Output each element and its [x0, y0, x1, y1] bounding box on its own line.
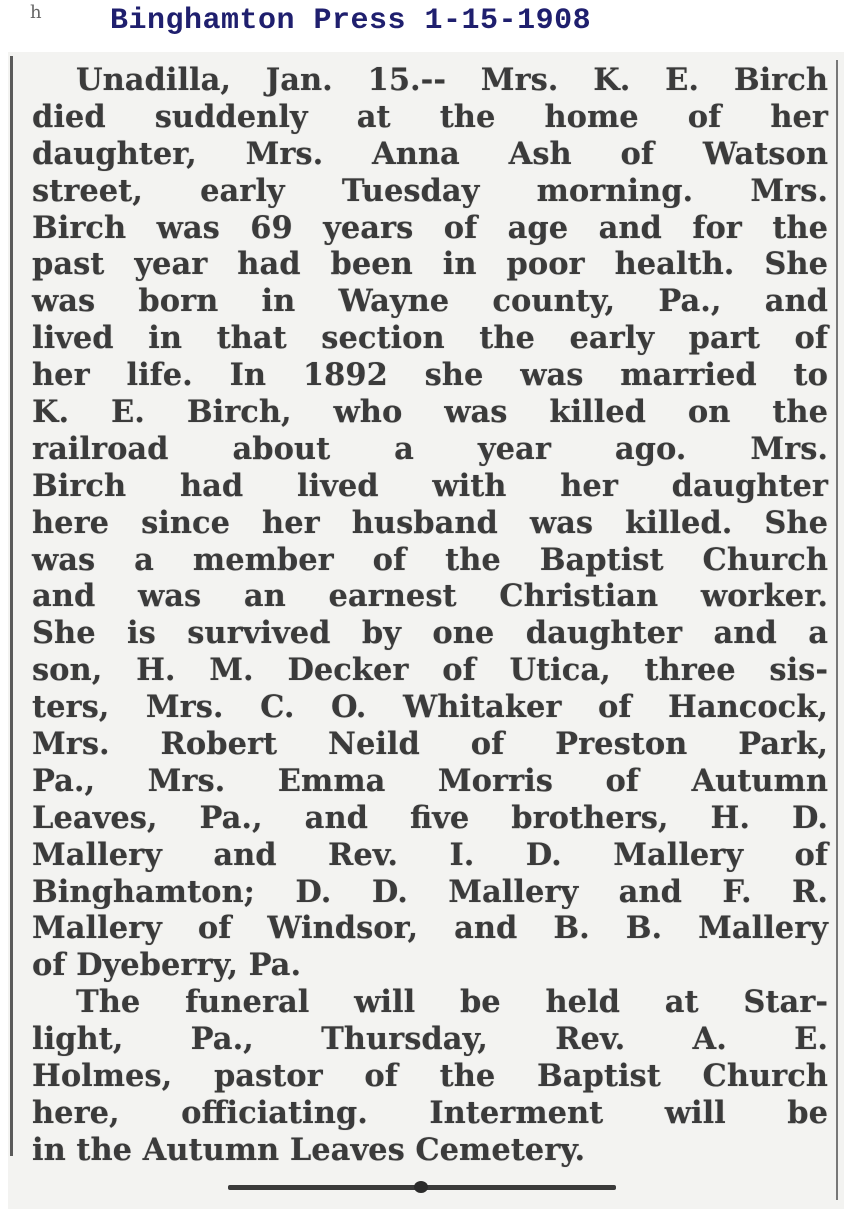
- article-line: railroad about a year ago. Mrs.: [32, 430, 828, 467]
- header-bar: [0, 0, 852, 52]
- column-rule-left: [10, 56, 13, 1156]
- page-title: Binghamton Press 1-15-1908: [110, 4, 592, 38]
- article-line: street, early Tuesday morning. Mrs.: [32, 172, 828, 209]
- article-line: The funeral will be held at Star-: [76, 984, 828, 1021]
- article-line: here, officiating. Interment will be: [32, 1094, 828, 1131]
- article-line: ters, Mrs. C. O. Whitaker of Hancock,: [32, 689, 828, 726]
- article-line: daughter, Mrs. Anna Ash of Watson: [32, 135, 828, 172]
- article-line: Binghamton; D. D. Mallery and F. R.: [32, 873, 828, 910]
- article-line: was born in Wayne county, Pa., and: [32, 283, 828, 320]
- article-line: died suddenly at the home of her: [32, 98, 828, 135]
- article-line: Unadilla, Jan. 15.-- Mrs. K. E. Birch: [76, 62, 828, 98]
- article-body: [32, 62, 828, 1169]
- article-line: her life. In 1892 she was married to: [32, 357, 828, 394]
- article-line: lived in that section the early part of: [32, 320, 828, 357]
- article-line: She is survived by one daughter and a: [32, 615, 828, 652]
- paragraph-2: [32, 984, 828, 1168]
- article-line: Pa., Mrs. Emma Morris of Autumn: [32, 762, 828, 799]
- article-line: here since her husband was killed. She: [32, 504, 828, 541]
- article-line: was a member of the Baptist Church: [32, 541, 828, 578]
- column-rule-right: [836, 60, 838, 1200]
- article-line: Birch was 69 years of age and for the: [32, 209, 828, 246]
- article-line: of Dyeberry, Pa.: [32, 947, 302, 984]
- article-line: Mrs. Robert Neild of Preston Park,: [32, 726, 828, 763]
- article-line: son, H. M. Decker of Utica, three sis-: [32, 652, 828, 689]
- article-line: light, Pa., Thursday, Rev. A. E.: [32, 1021, 828, 1058]
- article-line: and was an earnest Christian worker.: [32, 578, 828, 615]
- article-line: Mallery of Windsor, and B. B. Mallery: [32, 910, 828, 947]
- corner-mark: h: [30, 2, 42, 23]
- article-line: Leaves, Pa., and five brothers, H. D.: [32, 799, 828, 836]
- article-line: Birch had lived with her daughter: [32, 467, 828, 504]
- end-rule-ornament: [414, 1181, 428, 1193]
- paragraph-1: [32, 62, 828, 984]
- article-line: Mallery and Rev. I. D. Mallery of: [32, 836, 828, 873]
- article-line: K. E. Birch, who was killed on the: [32, 394, 828, 431]
- article-line: in the Autumn Leaves Cemetery.: [32, 1131, 586, 1168]
- article-line: Holmes, pastor of the Baptist Church: [32, 1058, 828, 1095]
- article-line: past year had been in poor health. She: [32, 246, 828, 283]
